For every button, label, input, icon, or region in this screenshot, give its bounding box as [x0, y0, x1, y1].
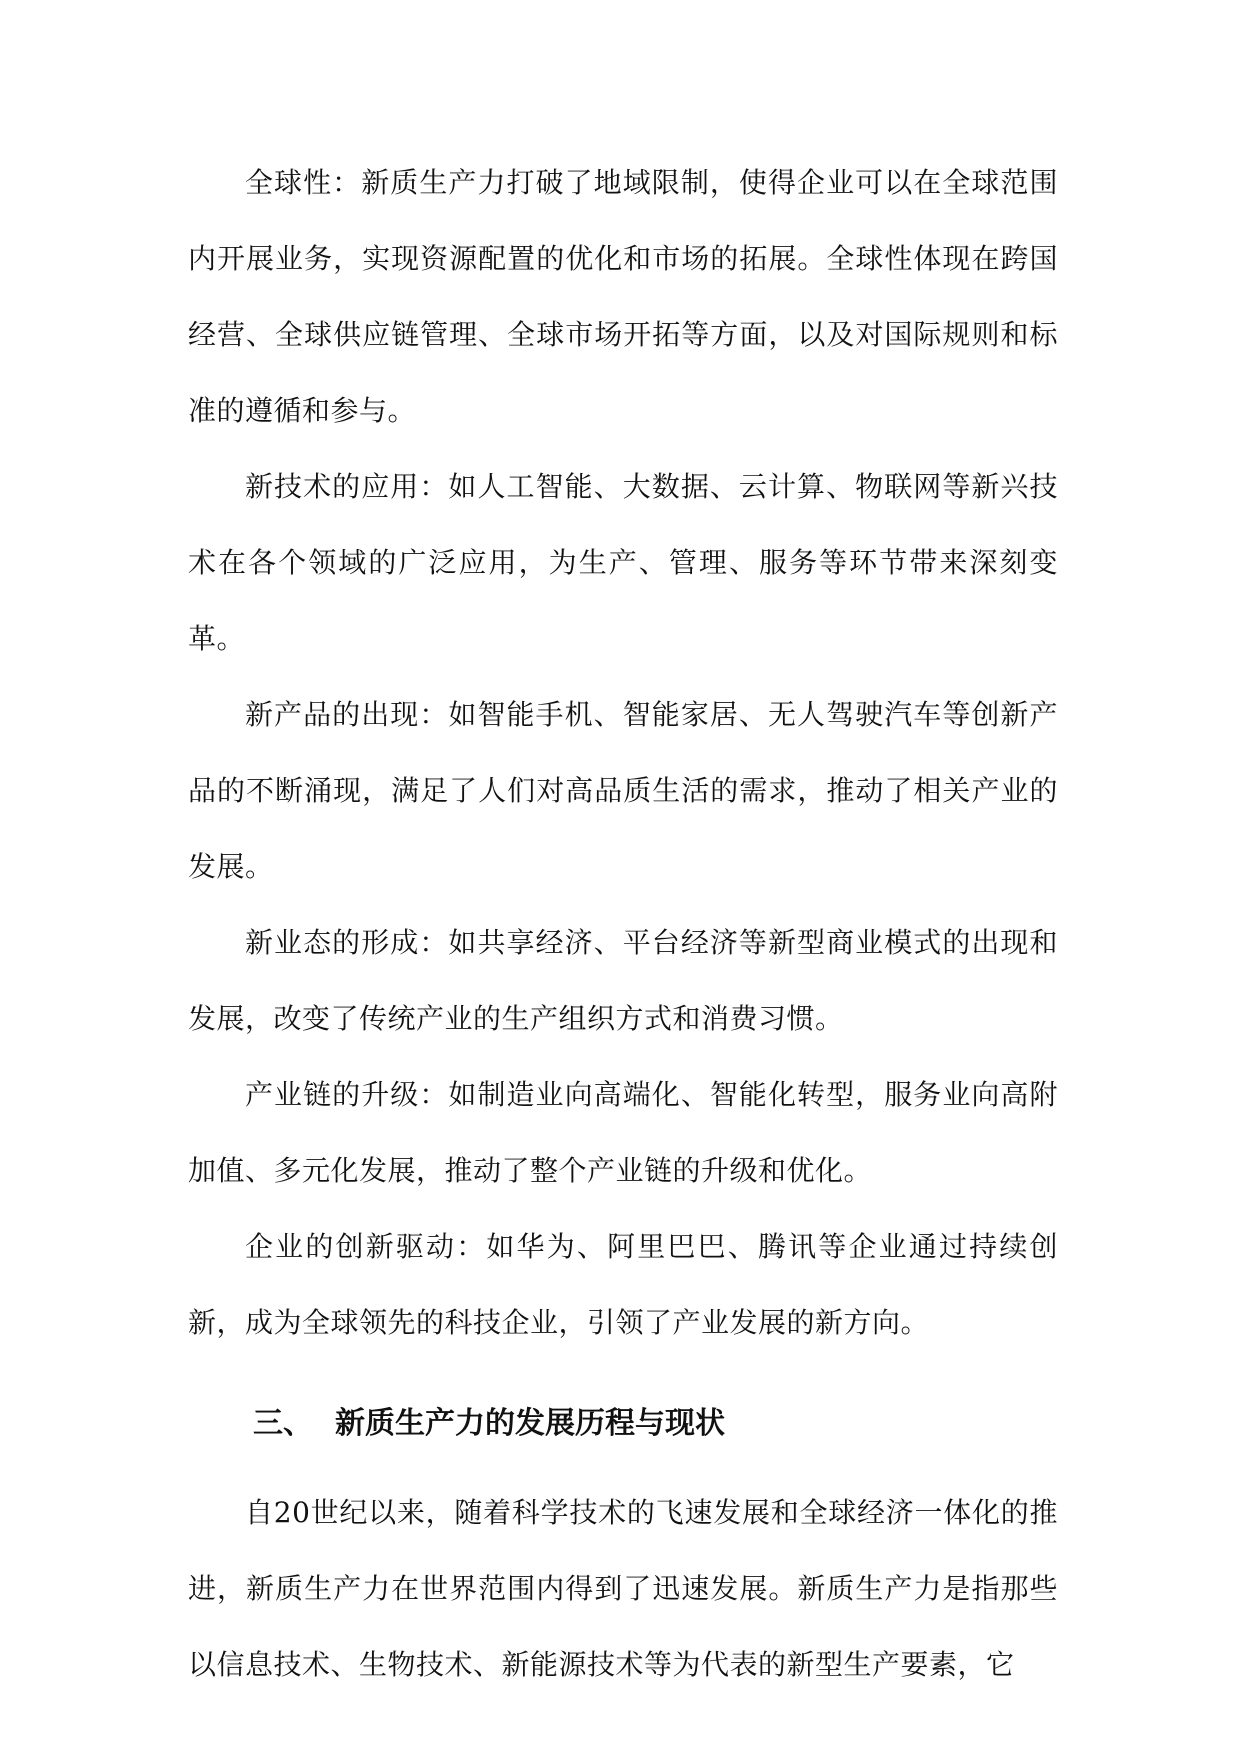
paragraph-new-products: 新产品的出现：如智能手机、智能家居、无人驾驶汽车等创新产品的不断涌现，满足了人们对高品质生活的需求，推动了相关产业的发展。 [188, 698, 1058, 883]
section-heading [188, 1406, 1058, 1441]
section-title: 新质生产力的发展历程与现状 [335, 1406, 725, 1441]
paragraph-new-business-forms: 新业态的形成：如共享经济、平台经济等新型商业模式的出现和发展，改变了传统产业的生产组织方式和消费习惯。 [188, 926, 1058, 1035]
paragraph-globality: 全球性：新质生产力打破了地域限制，使得企业可以在全球范围内开展业务，实现资源配置的优化和市场的拓展。全球性体现在跨国经营、全球供应链管理、全球市场开拓等方面，以及对国际规则和标准的遵循和参与。 [188, 166, 1058, 427]
section-number: 三、 [253, 1406, 313, 1441]
paragraph-new-technology: 新技术的应用：如人工智能、大数据、云计算、物联网等新兴技术在各个领域的广泛应用，为生产、管理、服务等环节带来深刻变革。 [188, 470, 1058, 655]
paragraph-industry-chain-upgrade: 产业链的升级：如制造业向高端化、智能化转型，服务业向高附加值、多元化发展，推动了整个产业链的升级和优化。 [188, 1078, 1058, 1187]
paragraph-development-history: 自20世纪以来，随着科学技术的飞速发展和全球经济一体化的推进，新质生产力在世界范围内得到了迅速发展。新质生产力是指那些以信息技术、生物技术、新能源技术等为代表的新型生产要素，它 [188, 1496, 1058, 1681]
document-body [188, 145, 1058, 1703]
paragraph-enterprise-innovation: 企业的创新驱动：如华为、阿里巴巴、腾讯等企业通过持续创新，成为全球领先的科技企业，引领了产业发展的新方向。 [188, 1230, 1058, 1339]
